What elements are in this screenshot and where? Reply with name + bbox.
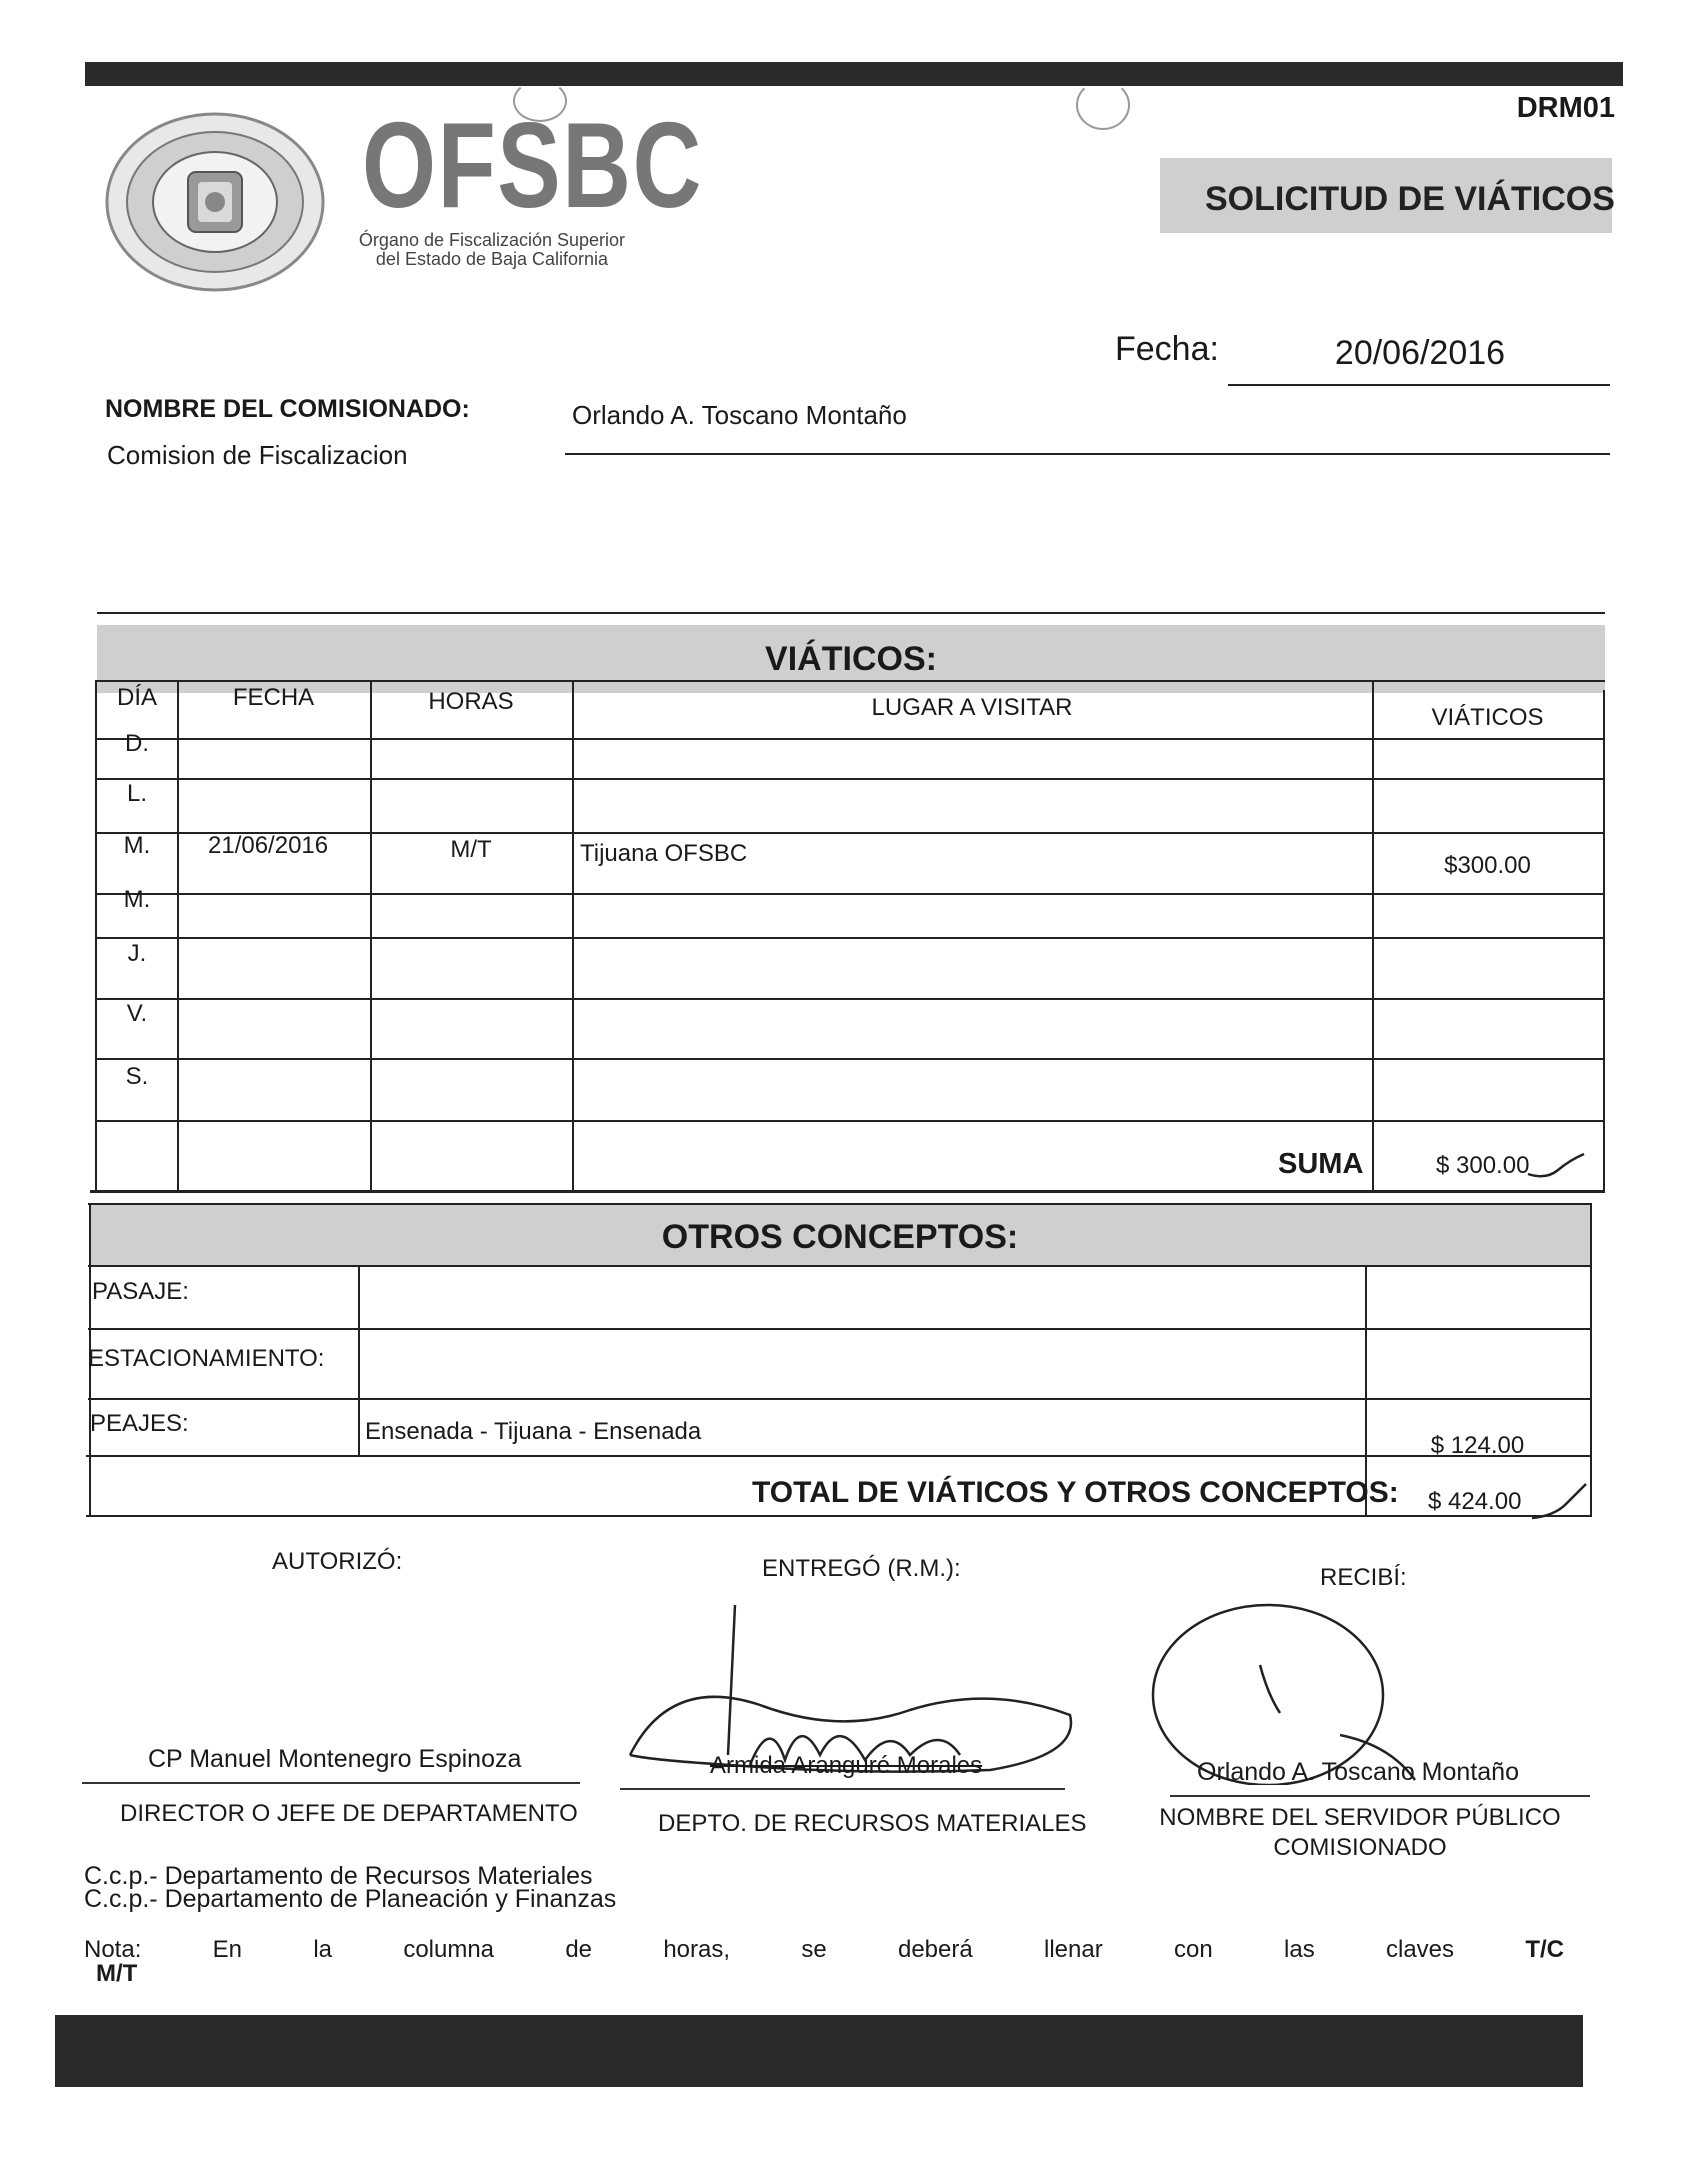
nota-word: Nota: <box>84 1936 142 1963</box>
suma-value: $ 300.00 <box>1436 1152 1530 1179</box>
row-horas: M/T <box>450 836 492 863</box>
row-fecha: 21/06/2016 <box>208 832 329 859</box>
punch-hole-right <box>1076 80 1130 130</box>
row-dia: M. <box>123 832 151 859</box>
bottom-scan-bar <box>55 2015 1583 2087</box>
otros-title: OTROS CONCEPTOS: <box>661 1218 1019 1256</box>
top-scan-bar <box>85 62 1623 86</box>
entrego-role: DEPTO. DE RECURSOS MATERIALES <box>658 1810 1087 1837</box>
viaticos-title: VIÁTICOS: <box>765 640 937 678</box>
autorizo-role: DIRECTOR O JEFE DE DEPARTAMENTO <box>120 1800 578 1827</box>
entrego-label: ENTREGÓ (R.M.): <box>762 1555 961 1582</box>
nota-word: T/C <box>1525 1936 1564 1963</box>
col-header-lugar: LUGAR A VISITAR <box>871 694 1073 721</box>
row-dia: V. <box>126 1000 148 1027</box>
recibi-role-line2: COMISIONADO <box>1273 1834 1447 1861</box>
nota-word: En <box>212 1936 243 1963</box>
fecha-value: 20/06/2016 <box>1334 334 1506 372</box>
form-code: DRM01 <box>1516 92 1615 124</box>
recibi-name: Orlando A. Toscano Montaño <box>1197 1758 1519 1786</box>
signature-entrego <box>610 1595 1090 1775</box>
comisionado-value: Orlando A. Toscano Montaño <box>572 400 907 430</box>
col-header-dia: DÍA <box>116 684 157 711</box>
entrego-signature-line <box>620 1788 1065 1790</box>
row-dia: S. <box>125 1063 149 1090</box>
otros-peajes-monto: $ 124.00 <box>1430 1432 1525 1459</box>
autorizo-signature-line <box>82 1782 580 1784</box>
ccp-line-1: C.c.p.- Departamento de Recursos Materiales <box>84 1862 593 1890</box>
total-value: $ 424.00 <box>1428 1488 1522 1515</box>
nota-line <box>84 1936 1564 1964</box>
checkmark-icon <box>1526 1150 1586 1180</box>
section-divider <box>97 612 1605 614</box>
nota-word: de <box>565 1936 593 1963</box>
nota-word: columna <box>403 1936 495 1963</box>
nota-word: las <box>1284 1936 1315 1963</box>
recibi-label: RECIBÍ: <box>1320 1564 1407 1591</box>
org-name-line2: del Estado de Baja California <box>375 249 609 269</box>
otros-label-pasaje: PASAJE: <box>92 1278 189 1305</box>
autorizo-name: CP Manuel Montenegro Espinoza <box>148 1745 522 1773</box>
col-header-viaticos: VIÁTICOS <box>1431 704 1544 731</box>
comisionado-area: Comision de Fiscalizacion <box>107 440 408 470</box>
nota-word: horas, <box>663 1936 731 1963</box>
org-name-line1: Órgano de Fiscalización Superior <box>358 230 626 250</box>
row-dia: M. <box>123 886 151 913</box>
fecha-label: Fecha: <box>1115 330 1219 368</box>
row-lugar: Tijuana OFSBC <box>580 840 748 867</box>
autorizo-label: AUTORIZÓ: <box>272 1548 403 1575</box>
nota-word: con <box>1174 1936 1213 1963</box>
doc-title: SOLICITUD DE VIÁTICOS <box>1205 180 1615 218</box>
recibi-role-line1: NOMBRE DEL SERVIDOR PÚBLICO <box>1159 1804 1561 1831</box>
row-dia: J. <box>127 940 147 967</box>
nota-word: la <box>313 1936 333 1963</box>
org-acronym-logo: OFSBC <box>362 97 703 233</box>
nota-word: claves <box>1386 1936 1455 1963</box>
comisionado-label: NOMBRE DEL COMISIONADO: <box>105 395 470 423</box>
row-monto: $300.00 <box>1444 852 1531 879</box>
nota-word: deberá <box>897 1936 973 1963</box>
nota-word: llenar <box>1044 1936 1103 1963</box>
row-dia: D. <box>125 730 149 757</box>
col-header-fecha: FECHA <box>232 684 315 711</box>
seal-logo <box>103 110 328 295</box>
checkmark-icon <box>1530 1482 1590 1522</box>
recibi-signature-line <box>1170 1795 1590 1797</box>
total-label: TOTAL DE VIÁTICOS Y OTROS CONCEPTOS: <box>752 1476 1399 1509</box>
comisionado-underline <box>565 453 1610 455</box>
ccp-line-2: C.c.p.- Departamento de Planeación y Finanzas <box>84 1885 617 1913</box>
fecha-underline <box>1228 384 1610 386</box>
signature-recibi <box>1140 1595 1420 1785</box>
nota-line2: M/T <box>96 1960 138 1987</box>
nota-word: se <box>801 1936 827 1963</box>
otros-label-estacionamiento: ESTACIONAMIENTO: <box>88 1345 325 1372</box>
otros-peajes-detalle: Ensenada - Tijuana - Ensenada <box>365 1418 702 1445</box>
suma-label: SUMA <box>1278 1148 1364 1180</box>
otros-label-peajes: PEAJES: <box>90 1410 189 1437</box>
entrego-name: Armida Aranguré Morales <box>710 1752 983 1779</box>
col-header-horas: HORAS <box>428 688 514 715</box>
row-dia: L. <box>126 780 147 807</box>
